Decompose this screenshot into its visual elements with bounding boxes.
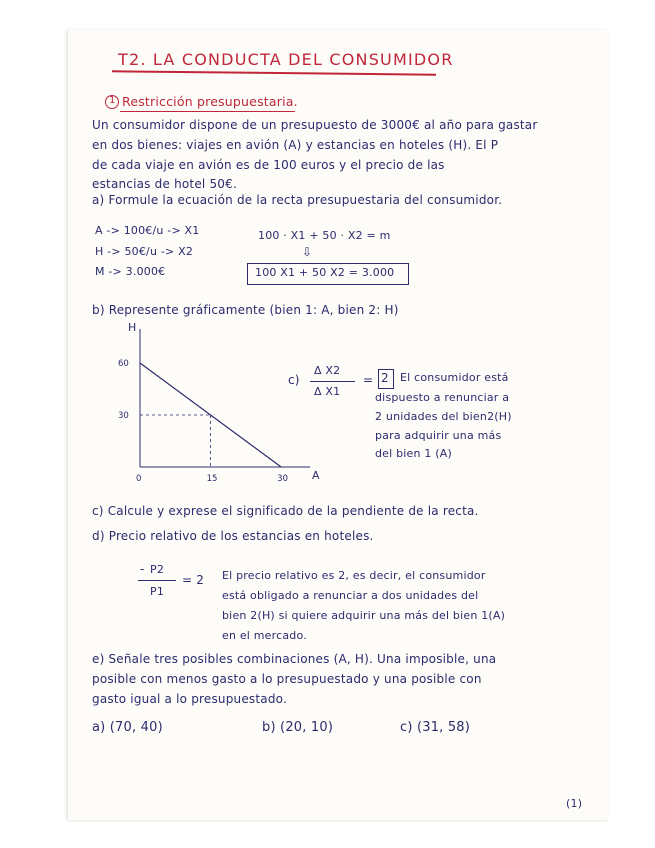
x-tick-label: 15 — [206, 474, 218, 484]
def-h: H -> 50€/u -> X2 — [95, 245, 194, 258]
y-tick-label: 30 — [118, 411, 129, 421]
y-tick-label: 60 — [118, 359, 129, 369]
x-axis-label: A — [312, 469, 320, 482]
slope-text-3: 2 unidades del bien2(H) — [375, 410, 512, 423]
question-c: c) Calcule y exprese el significado de la pendiente de la recta. — [92, 504, 479, 518]
section-title-underline — [120, 111, 295, 112]
relative-price-denominator: P1 — [150, 585, 165, 598]
option-c: c) (31, 58) — [400, 720, 471, 735]
option-b: b) (20, 10) — [262, 720, 334, 735]
relative-price-numerator: P2 — [150, 563, 165, 576]
x-tick-label: 30 — [277, 474, 289, 484]
slope-denominator: Δ X1 — [314, 385, 341, 398]
question-e-line-3: gasto igual a lo presupuestado. — [92, 692, 288, 706]
intro-line-1: Un consumidor dispone de un presupuesto de 3000€ al año para gastar — [92, 118, 538, 132]
slope-text-4: para adquirir una más — [375, 429, 502, 442]
slope-text-1: El consumidor está — [400, 371, 509, 384]
question-a: a) Formule la ecuación de la recta presupuestaria del consumidor. — [92, 193, 503, 207]
relative-price-text-1: El precio relativo es 2, es decir, el consumidor — [222, 569, 486, 582]
equation-final: 100 X1 + 50 X2 = 3.000 — [255, 266, 395, 279]
question-d: d) Precio relativo de los estancias en hoteles. — [92, 529, 374, 543]
section-number: 1 — [109, 95, 116, 106]
relative-price-text-2: está obligado a renunciar a dos unidades del — [222, 589, 479, 602]
relative-price-text-4: en el mercado. — [222, 629, 307, 642]
question-e-line-1: e) Señale tres posibles combinaciones (A, H). Una imposible, una — [92, 652, 497, 666]
slope-fraction-bar — [310, 381, 355, 382]
slope-text-5: del bien 1 (A) — [375, 447, 452, 460]
x-tick-label: 0 — [136, 474, 142, 484]
section-title: Restricción presupuestaria. — [122, 94, 298, 109]
intro-line-2: en dos bienes: viajes en avión (A) y estancias en hoteles (H). El P — [92, 138, 499, 152]
def-m: M -> 3.000€ — [95, 265, 166, 278]
relative-price-fraction-bar — [138, 580, 176, 581]
page-title: T2. LA CONDUCTA DEL CONSUMIDOR — [118, 50, 454, 69]
def-a: A -> 100€/u -> X1 — [95, 224, 200, 237]
equation-general: 100 · X1 + 50 · X2 = m — [258, 229, 391, 242]
slope-value: 2 — [381, 371, 389, 385]
option-a: a) (70, 40) — [92, 720, 163, 735]
question-e-line-2: posible con menos gasto a lo presupuestado y una posible con — [92, 672, 482, 686]
budget-line-chart — [110, 321, 320, 495]
slope-numerator: Δ X2 — [314, 364, 341, 377]
slope-equals: = — [363, 373, 374, 387]
intro-line-4: estancias de hotel 50€. — [92, 177, 237, 191]
relative-price-minus: - — [140, 562, 145, 576]
page-number: (1) — [566, 797, 583, 810]
slope-text-2: dispuesto a renunciar a — [375, 391, 510, 404]
relative-price-value: = 2 — [182, 573, 205, 587]
down-arrow-icon: ⇩ — [302, 245, 313, 259]
slope-label-c: c) — [288, 373, 300, 387]
relative-price-text-3: bien 2(H) si quiere adquirir una más del bien 1(A) — [222, 609, 506, 622]
question-b: b) Represente gráficamente (bien 1: A, bien 2: H) — [92, 303, 399, 317]
y-axis-label: H — [128, 321, 137, 334]
intro-line-3: de cada viaje en avión es de 100 euros y el precio de las — [92, 158, 445, 172]
